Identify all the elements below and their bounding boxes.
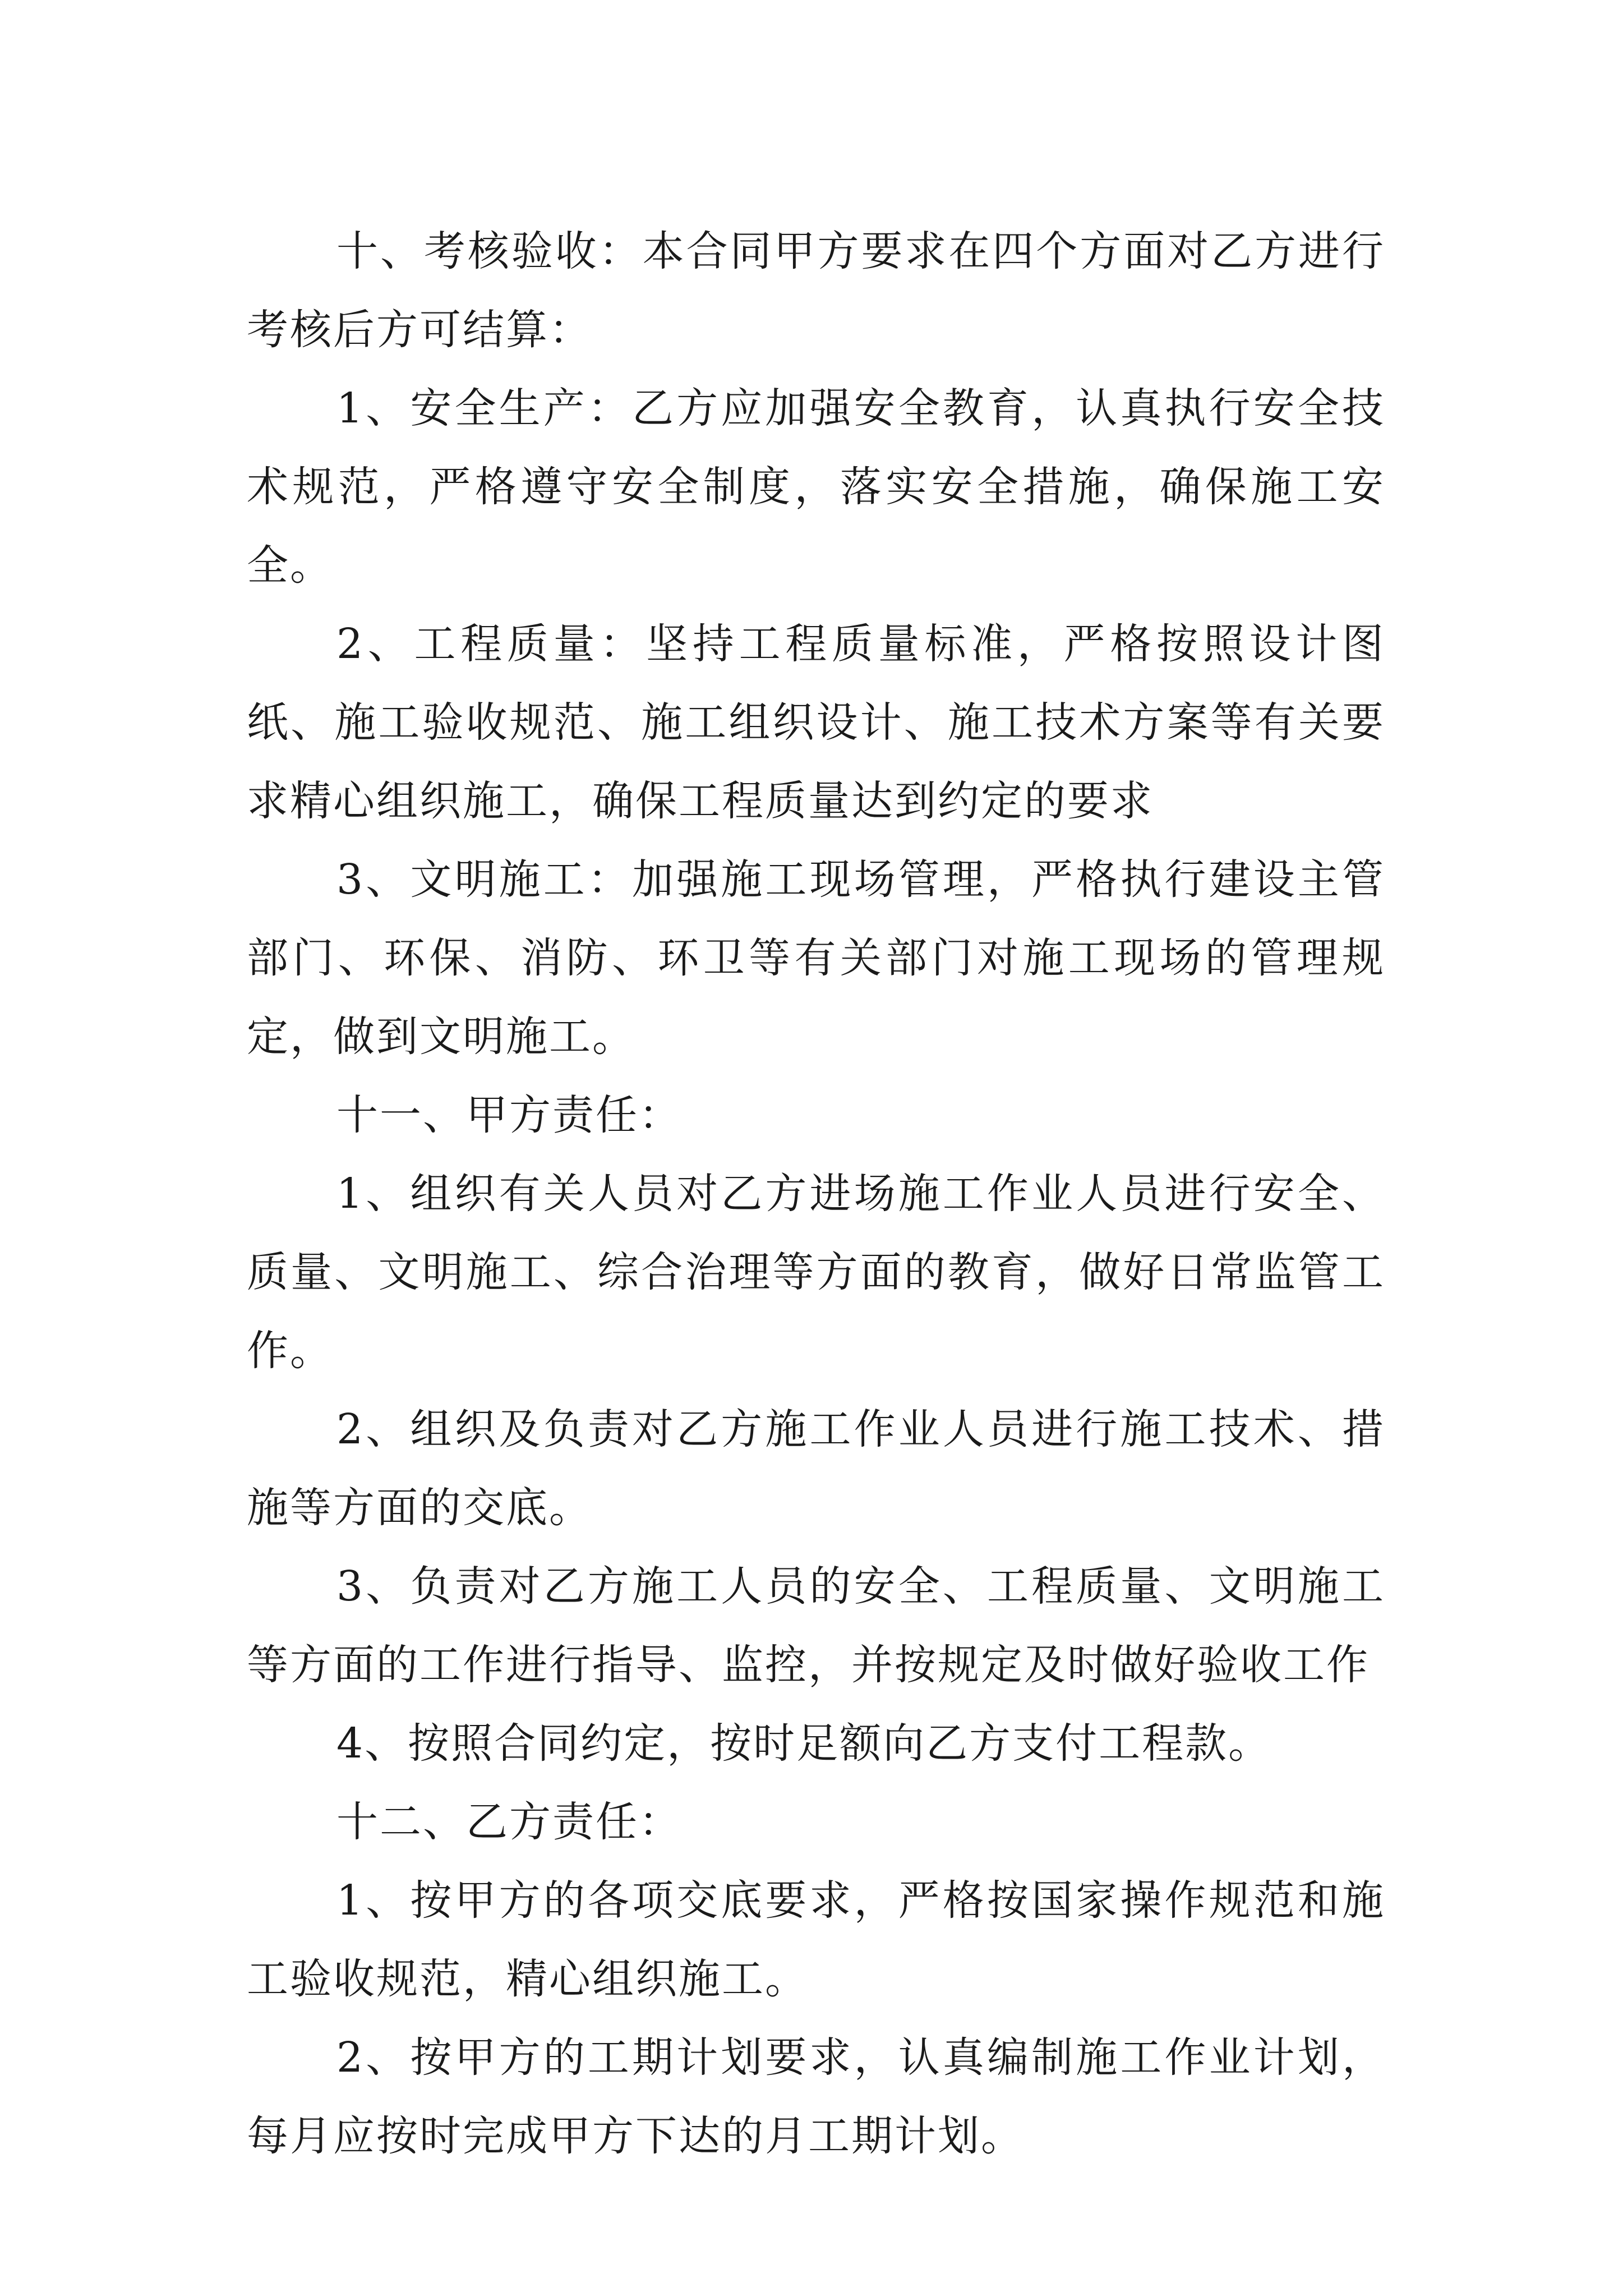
clause-11-item-4: 4、按照合同约定，按时足额向乙方支付工程款。 bbox=[336, 1719, 1272, 1768]
clause-10-item-3: 3、文明施工：加强施工现场管理，严格执行建设主管部门、环保、消防、环卫等有关部门对施工现场的管理规定，做到文明施工。 bbox=[247, 855, 1385, 1061]
clause-10-item-2: 2、工程质量：坚持工程质量标准，严格按照设计图纸、施工验收规范、施工组织设计、施工技术方案等有关要求精心组织施工，确保工程质量达到约定的要求 bbox=[247, 620, 1385, 825]
clause-12-heading: 十二、乙方责任： bbox=[336, 1798, 682, 1846]
clause-10-item-1: 1、安全生产：乙方应加强安全教育，认真执行安全技术规范，严格遵守安全制度，落实安全措施，确保施工安全。 bbox=[247, 384, 1385, 590]
clause-11-item-1: 1、组织有关人员对乙方进场施工作业人员进行安全、质量、文明施工、综合治理等方面的教育，做好日常监管工作。 bbox=[247, 1170, 1385, 1375]
clause-11-heading: 十一、甲方责任： bbox=[336, 1091, 682, 1139]
clause-12-item-2: 2、按甲方的工期计划要求，认真编制施工作业计划，每月应按时完成甲方下达的月工期计划。 bbox=[247, 2033, 1385, 2160]
document-body bbox=[247, 212, 1385, 2175]
clause-12-item-1: 1、按甲方的各项交底要求，严格按国家操作规范和施工验收规范，精心组织施工。 bbox=[247, 1876, 1385, 2003]
clause-11-item-3: 3、负责对乙方施工人员的安全、工程质量、文明施工等方面的工作进行指导、监控，并按规定及时做好验收工作 bbox=[247, 1562, 1385, 1689]
clause-11-item-2: 2、组织及负责对乙方施工作业人员进行施工技术、措施等方面的交底。 bbox=[247, 1405, 1385, 1532]
clause-10-heading: 十、考核验收：本合同甲方要求在四个方面对乙方进行考核后方可结算： bbox=[247, 227, 1385, 354]
